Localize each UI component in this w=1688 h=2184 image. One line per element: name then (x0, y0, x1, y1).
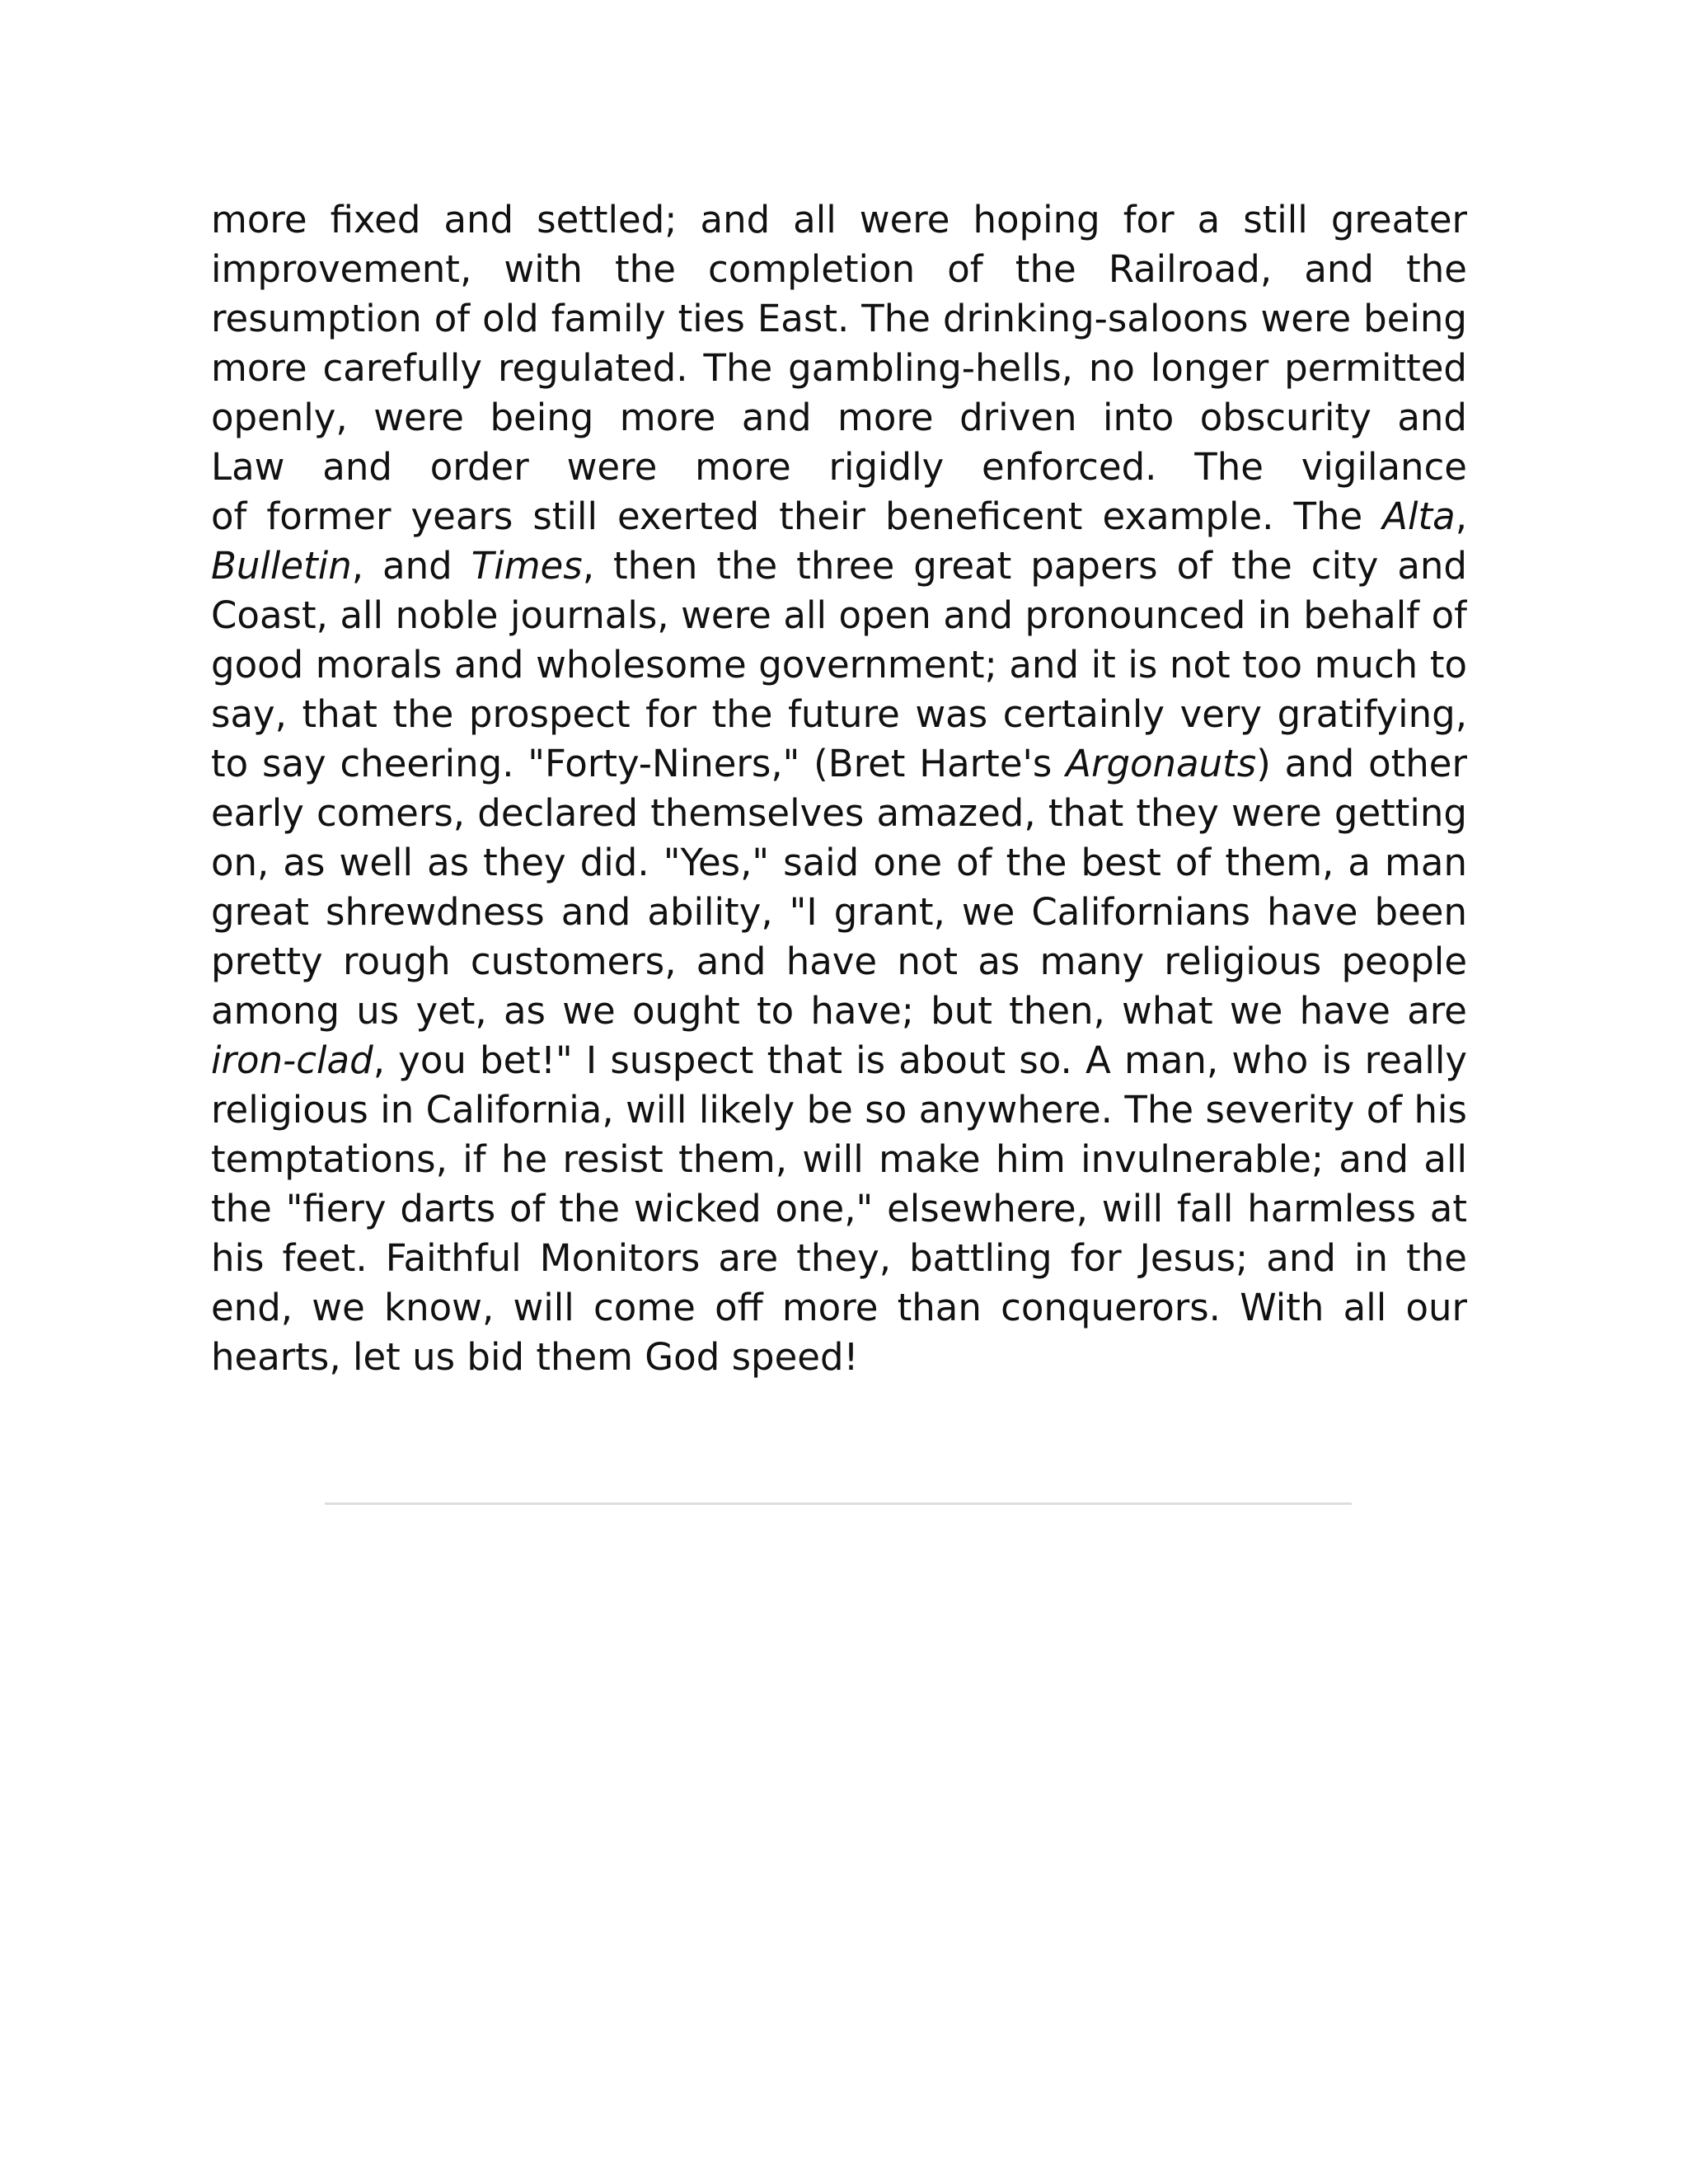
paragraph-line (211, 1135, 1467, 1184)
body-text: , (1455, 494, 1467, 538)
body-text: temptations, if he resist them, will make him invulnerable; and all (211, 1137, 1467, 1181)
body-text: , then the three great papers of the city and (582, 544, 1467, 588)
body-text: early comers, declared themselves amazed, that they were getting (211, 791, 1467, 835)
paragraph-line (211, 640, 1467, 690)
body-text: Coast, all noble journals, were all open and pronounced in behalf of (211, 593, 1467, 637)
italic-text: Alta (1382, 494, 1456, 538)
paragraph-line (211, 492, 1467, 541)
body-text: , and (351, 544, 471, 588)
paragraph-line (211, 888, 1467, 937)
horizontal-rule (325, 1502, 1352, 1505)
paragraph-line (211, 1234, 1467, 1283)
body-text: more carefully regulated. The gambling-hells, no longer permitted (211, 346, 1467, 390)
paragraph-line (211, 443, 1467, 492)
paragraph-line (211, 591, 1467, 640)
paragraph-line (211, 245, 1467, 294)
paragraph-line (211, 838, 1467, 888)
body-text: religious in California, will likely be so anywhere. The severity of his (211, 1088, 1467, 1132)
paragraph-line (211, 937, 1467, 987)
paragraph-line (211, 739, 1467, 789)
body-text: improvement, with the completion of the Railroad, and the (211, 247, 1467, 291)
body-text: the "fiery darts of the wicked one," elsewhere, will fall harmless at (211, 1187, 1467, 1230)
italic-text: iron-clad (211, 1038, 373, 1082)
body-text: hearts, let us bid them God speed! (211, 1335, 859, 1379)
body-text: say, that the prospect for the future was certainly very gratifying, (211, 692, 1467, 736)
paragraph-line (211, 393, 1467, 443)
italic-text: Times (471, 544, 583, 588)
body-text: more fixed and settled; and all were hoping for a still greater (211, 198, 1467, 241)
body-paragraph (211, 195, 1467, 1382)
body-text: to say cheering. "Forty-Niners," (Bret Harte's (211, 742, 1067, 785)
body-text: , you bet!" I suspect that is about so. A man, who is really (373, 1038, 1467, 1082)
body-text: great shrewdness and ability, "I grant, we Californians have been (211, 890, 1467, 934)
paragraph-line (211, 1333, 1467, 1382)
paragraph-line (211, 987, 1467, 1036)
paragraph-line (211, 195, 1467, 245)
paragraph-line (211, 1283, 1467, 1333)
paragraph-line (211, 1085, 1467, 1135)
paragraph-line (211, 1036, 1467, 1085)
body-text: ) and other (1256, 742, 1467, 785)
body-text: good morals and wholesome government; and it is not too much to (211, 643, 1467, 687)
paragraph-line (211, 690, 1467, 739)
body-text: among us yet, as we ought to have; but then, what we have are (211, 989, 1467, 1033)
body-text: openly, were being more and more driven into obscurity and (211, 396, 1467, 439)
body-text: on, as well as they did. "Yes," said one of the best of them, a man (211, 841, 1467, 884)
body-text: pretty rough customers, and have not as many religious people (211, 940, 1467, 983)
paragraph-line (211, 294, 1467, 344)
paragraph-line (211, 541, 1467, 591)
body-text: Law and order were more rigidly enforced. The vigilance (211, 445, 1467, 489)
italic-text: Argonauts (1066, 742, 1257, 785)
paragraph-line (211, 1184, 1467, 1234)
paragraph-line (211, 344, 1467, 393)
italic-text: Bulletin (211, 544, 352, 588)
body-text: of former years still exerted their beneficent example. The (211, 494, 1383, 538)
paragraph-line (211, 789, 1467, 838)
body-text: his feet. Faithful Monitors are they, battling for Jesus; and in the (211, 1236, 1467, 1280)
body-text: end, we know, will come off more than conquerors. With all our (211, 1286, 1467, 1329)
body-text: resumption of old family ties East. The drinking-saloons were being (211, 297, 1467, 340)
